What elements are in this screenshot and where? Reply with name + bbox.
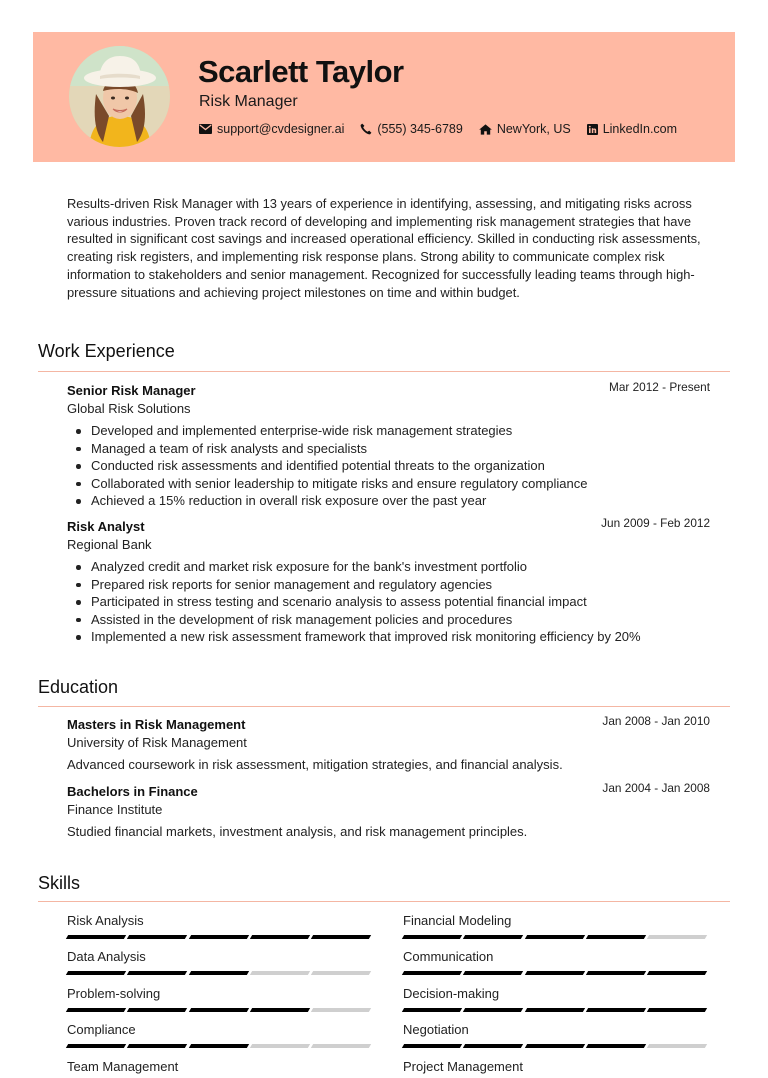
education-description: Studied financial markets, investment analysis, and risk management principles. xyxy=(67,824,528,839)
skill-name: Data Analysis xyxy=(67,949,146,964)
education-entry xyxy=(67,783,710,841)
job-dates: Jun 2009 - Feb 2012 xyxy=(601,516,710,530)
skill-level-segment xyxy=(311,1044,371,1048)
skill-level-bar xyxy=(403,1044,710,1048)
skill-level-bar xyxy=(403,935,710,939)
skill-level-segment xyxy=(127,1008,187,1012)
profile-summary: Results-driven Risk Manager with 13 years of experience in identifying, assessing, and mitigating risks across various industries. Proven track record of developing and implementing risk management strategies that have resulted in significant cost savings and increased operational efficiency. Skilled in conducting risk assessments, creating risk registers, and implementing risk response plans. Strong ability to communicate complex risk information to stakeholders and senior management. Recognized for successfully leading teams through high-pressure situations and achieving project milestones on time and within budget. xyxy=(67,196,701,300)
skill-level-bar xyxy=(67,935,374,939)
skill-level-segment xyxy=(250,971,310,975)
skill-level-segment xyxy=(188,1044,248,1048)
job-title: Senior Risk Manager xyxy=(67,383,196,398)
education-heading: Education xyxy=(38,677,119,697)
skill-name: Communication xyxy=(403,949,494,964)
skill-level-segment xyxy=(524,1044,584,1048)
skill-item xyxy=(403,985,710,1012)
contact-phone[interactable] xyxy=(360,122,462,136)
skill-level-segment xyxy=(463,935,523,939)
education-description: Advanced coursework in risk assessment, mitigation strategies, and financial analysis. xyxy=(67,757,563,772)
skill-level-segment xyxy=(402,971,462,975)
skill-level-segment xyxy=(250,1008,310,1012)
home-icon xyxy=(479,124,492,135)
linkedin-icon xyxy=(587,124,598,135)
skill-level-segment xyxy=(402,1008,462,1012)
contact-email-text: support@cvdesigner.ai xyxy=(217,122,345,136)
skill-level-bar xyxy=(403,1008,710,1012)
skill-level-segment xyxy=(524,935,584,939)
job-company: Global Risk Solutions xyxy=(67,401,191,416)
skill-level-segment xyxy=(311,971,371,975)
job-bullet: Achieved a 15% reduction in overall risk exposure over the past year xyxy=(67,492,710,510)
work-experience-divider xyxy=(38,371,730,372)
skill-level-segment xyxy=(188,1008,248,1012)
skill-level-segment xyxy=(311,935,371,939)
job-bullet: Collaborated with senior leadership to mitigate risks and ensure regulatory compliance xyxy=(67,475,710,493)
header-banner xyxy=(33,32,735,162)
skill-level-segment xyxy=(66,1008,126,1012)
education-dates: Jan 2004 - Jan 2008 xyxy=(602,781,710,795)
work-entry xyxy=(67,518,710,646)
skill-name: Project Management xyxy=(403,1059,523,1074)
job-bullets xyxy=(67,422,710,510)
contact-linkedin[interactable] xyxy=(587,122,677,136)
skill-level-segment xyxy=(463,1044,523,1048)
skill-level-segment xyxy=(647,1044,707,1048)
job-bullet: Participated in stress testing and scenario analysis to assess potential financial impact xyxy=(67,593,710,611)
skill-item xyxy=(403,1021,710,1048)
job-bullet: Conducted risk assessments and identified potential threats to the organization xyxy=(67,457,710,475)
job-company: Regional Bank xyxy=(67,537,152,552)
job-bullet: Prepared risk reports for senior management and regulatory agencies xyxy=(67,576,710,594)
skill-item xyxy=(403,1058,710,1076)
education-dates: Jan 2008 - Jan 2010 xyxy=(602,714,710,728)
contact-location[interactable] xyxy=(479,122,571,136)
skill-item xyxy=(67,1021,374,1048)
skill-name: Financial Modeling xyxy=(403,913,512,928)
skill-level-segment xyxy=(66,935,126,939)
skill-level-segment xyxy=(647,935,707,939)
skill-level-segment xyxy=(402,935,462,939)
job-bullet: Managed a team of risk analysts and specialists xyxy=(67,440,710,458)
skill-level-segment xyxy=(647,1008,707,1012)
school-name: Finance Institute xyxy=(67,802,163,817)
skill-name: Negotiation xyxy=(403,1022,469,1037)
contact-list xyxy=(199,122,693,136)
skill-name: Problem-solving xyxy=(67,986,161,1001)
skill-level-segment xyxy=(66,1044,126,1048)
contact-location-text: NewYork, US xyxy=(496,122,571,136)
job-bullet: Analyzed credit and market risk exposure for the bank's investment portfolio xyxy=(67,558,710,576)
skill-level-bar xyxy=(403,971,710,975)
job-title: Risk Analyst xyxy=(67,519,145,534)
envelope-icon xyxy=(199,124,212,134)
skills-heading: Skills xyxy=(38,873,81,893)
profile-photo-illustration xyxy=(69,46,170,147)
contact-email[interactable] xyxy=(199,122,344,136)
skill-level-segment xyxy=(524,971,584,975)
skill-name: Compliance xyxy=(67,1022,136,1037)
skill-level-bar xyxy=(67,971,374,975)
skill-level-segment xyxy=(402,1044,462,1048)
skill-level-segment xyxy=(586,1044,646,1048)
phone-icon xyxy=(360,123,372,135)
skills-divider xyxy=(38,901,730,902)
skill-level-segment xyxy=(66,971,126,975)
job-bullets xyxy=(67,558,710,646)
skill-level-segment xyxy=(586,971,646,975)
skill-name: Team Management xyxy=(67,1059,179,1074)
skill-item xyxy=(403,912,710,939)
skill-item xyxy=(403,948,710,975)
skill-level-segment xyxy=(188,971,248,975)
work-entry xyxy=(67,382,710,510)
skill-item xyxy=(67,912,374,939)
skill-level-segment xyxy=(524,1008,584,1012)
skill-level-segment xyxy=(188,935,248,939)
skill-level-bar xyxy=(67,1044,374,1048)
degree-title: Masters in Risk Management xyxy=(67,717,246,732)
degree-title: Bachelors in Finance xyxy=(67,784,198,799)
job-bullet: Implemented a new risk assessment framework that improved risk monitoring efficiency by 20% xyxy=(67,628,710,646)
skill-level-segment xyxy=(127,1044,187,1048)
school-name: University of Risk Management xyxy=(67,735,247,750)
skill-level-segment xyxy=(127,971,187,975)
skill-level-bar xyxy=(67,1008,374,1012)
job-bullet: Developed and implemented enterprise-wide risk management strategies xyxy=(67,422,710,440)
skill-item xyxy=(67,1058,374,1076)
skill-name: Risk Analysis xyxy=(67,913,144,928)
skill-level-segment xyxy=(127,935,187,939)
skill-level-segment xyxy=(250,935,310,939)
job-bullet: Assisted in the development of risk management policies and procedures xyxy=(67,611,710,629)
education-entry xyxy=(67,716,710,774)
candidate-name: Scarlett Taylor xyxy=(198,54,404,89)
contact-phone-text: (555) 345-6789 xyxy=(377,122,463,136)
skill-item xyxy=(67,948,374,975)
skill-item xyxy=(67,985,374,1012)
contact-linkedin-text: LinkedIn.com xyxy=(602,122,678,136)
skill-name: Decision-making xyxy=(403,986,500,1001)
candidate-role: Risk Manager xyxy=(199,93,298,110)
work-experience-heading: Work Experience xyxy=(38,341,175,361)
skill-level-segment xyxy=(647,971,707,975)
skill-level-segment xyxy=(311,1008,371,1012)
skill-level-segment xyxy=(250,1044,310,1048)
skill-level-segment xyxy=(586,1008,646,1012)
profile-photo xyxy=(69,46,170,147)
skill-level-segment xyxy=(586,935,646,939)
skill-level-segment xyxy=(463,1008,523,1012)
skill-level-segment xyxy=(463,971,523,975)
education-divider xyxy=(38,706,730,707)
job-dates: Mar 2012 - Present xyxy=(609,380,710,394)
